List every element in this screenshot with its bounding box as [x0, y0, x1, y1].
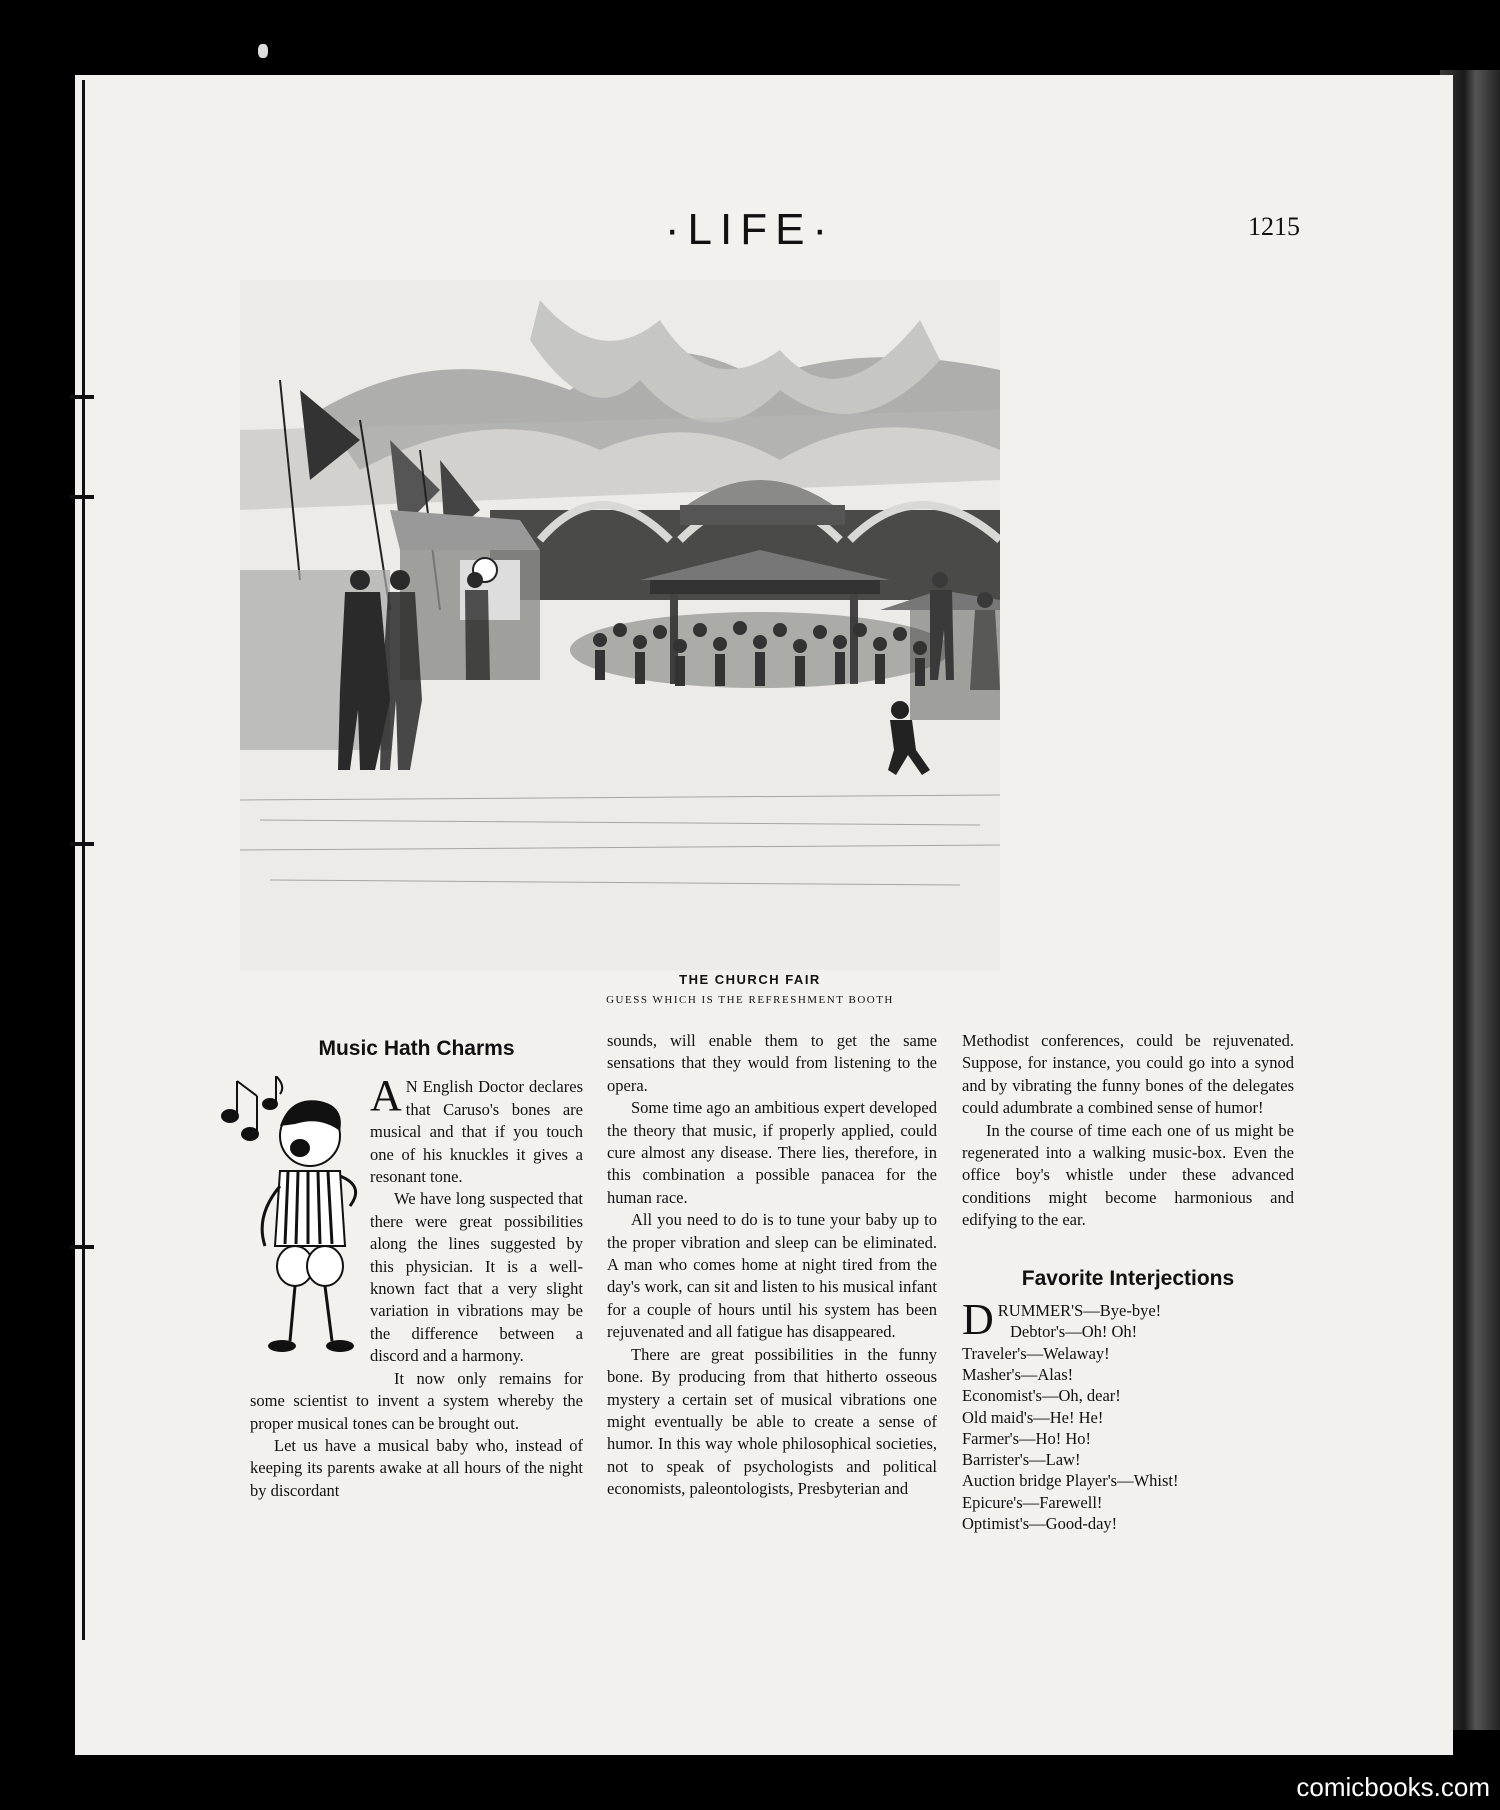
illustration-caption-title: THE CHURCH FAIR	[679, 972, 821, 987]
dropcap: A	[370, 1071, 402, 1121]
paragraph: There are great possibilities in the funny bone. By producing from that hitherto osseous mystery a certain set of musical vibrations one might eventually be able to create a sense of humor. In this way whole philosophical societies, not to speak of psychologists and political economists, paleontologists, Presbyterian and	[607, 1344, 937, 1499]
binding-stitch	[70, 395, 94, 399]
binding-stitch	[70, 1245, 94, 1249]
binding-stitch	[70, 495, 94, 499]
paragraph: We have long suspected that there were great possibilities along the lines suggested by this physician. It is a well-known fact that a very slight variation in vibrations may be the difference between a discord and a harmony.	[370, 1189, 583, 1366]
list-item: Masher's—Alas!	[962, 1364, 1074, 1384]
list-item: Old maid's—He! He!	[962, 1407, 1104, 1427]
article-column-1	[250, 1030, 583, 1502]
magazine-masthead: ·LIFE·	[664, 205, 836, 254]
page-number: 1215	[1248, 212, 1300, 241]
list-item: Auction bridge Player's—Whist!	[962, 1471, 1179, 1491]
list-item: Epicure's—Farewell!	[962, 1492, 1103, 1512]
scan-speck	[258, 44, 268, 58]
paragraph: Methodist conferences, could be rejuvenated. Suppose, for instance, you could go into a synod and by vibrating the funny bones of the delegates could adumbrate a combined sense of humor!	[962, 1031, 1294, 1118]
list-item: Economist's—Oh, dear!	[962, 1386, 1121, 1406]
paragraph: All you need to do is to tune your baby up to the proper vibration and sleep can be eliminated. A man who comes home at night tired from the day's work, can sit and listen to his musical infant for a couple of hours until his system has been rejuvenated and all fatigue has disappeared.	[607, 1210, 937, 1342]
site-watermark: comicbooks.com	[1296, 1772, 1490, 1802]
church-fair-illustration	[240, 280, 1000, 970]
list-item: Debtor's—Oh! Oh!	[1010, 1322, 1138, 1342]
illustration-caption-subtitle: GUESS WHICH IS THE REFRESHMENT BOOTH	[606, 994, 894, 1006]
paragraph: In the course of time each one of us might be regenerated into a walking music-box. Even the office boy's whistle under these advanced conditions might become harmonious and edifying to the ear.	[962, 1120, 1294, 1230]
paragraph: Some time ago an ambitious expert developed the theory that music, if properly applied, could cure almost any disease. There lies, therefore, in this combination a possible panacea for the human race.	[607, 1098, 937, 1207]
dropcap: D	[962, 1295, 994, 1345]
page-binding-line	[82, 80, 85, 1640]
list-item: Farmer's—Ho! Ho!	[962, 1428, 1091, 1448]
list-item: Traveler's—Welaway!	[962, 1343, 1110, 1363]
singing-boy-illustration	[210, 1076, 360, 1376]
list-item: Optimist's—Good-day!	[962, 1514, 1118, 1534]
article-title: Music Hath Charms	[318, 1037, 515, 1060]
section-title: Favorite Interjections	[1021, 1266, 1235, 1290]
paragraph: Let us have a musical baby who, instead of keeping its parents awake at all hours of the night by discordant	[250, 1435, 583, 1500]
paragraph: It now only remains for some scientist to invent a system whereby the proper musical tones can be brought out.	[250, 1368, 583, 1433]
interjections-list	[962, 1295, 1294, 1534]
favorite-interjections-section	[962, 1268, 1294, 1535]
list-item: Barrister's—Law!	[962, 1450, 1081, 1470]
paragraph: N English Doctor declares that Caruso's bones are musical and that if you touch one of his knuckles it gives a resonant tone.	[370, 1077, 583, 1187]
article-column-2	[607, 1030, 937, 1501]
binding-stitch	[70, 842, 94, 846]
list-item: DRUMMER'S—Bye-bye!	[962, 1295, 1162, 1345]
paragraph: sounds, will enable them to get the same sensations that they would from listening to the opera.	[607, 1031, 937, 1095]
article-column-3	[962, 1030, 1294, 1534]
